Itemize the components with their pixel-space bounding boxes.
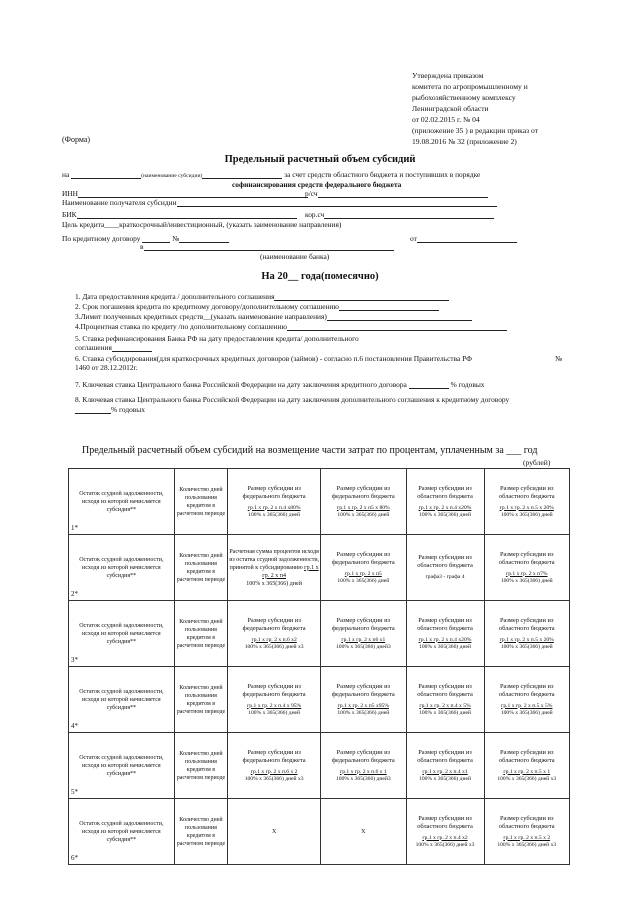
days-cell: Количество дней пользования кредитом в расчетном периоде bbox=[174, 667, 227, 733]
interest-cell bbox=[228, 535, 321, 601]
section-title: Предельный расчетный объем субсидий на возмещение части затрат по процентам, уплаченным за ___ год bbox=[82, 445, 538, 456]
contract-label: По кредитному договору bbox=[62, 234, 141, 243]
bik-label: БИК bbox=[62, 210, 77, 219]
blank-line bbox=[287, 322, 507, 331]
federal-cell bbox=[321, 667, 406, 733]
regional-cell bbox=[406, 469, 484, 535]
subsidy-table bbox=[68, 468, 570, 865]
days-cell: Количество дней пользования кредитом в расчетном периоде bbox=[174, 535, 227, 601]
formula-numerator: гр.1 х гр. 2 х п.4 х 95% bbox=[247, 702, 302, 709]
cell-header: Размер субсидии из федерального бюджета bbox=[242, 616, 306, 632]
formula-denominator: 100% х 365(366) дней bbox=[248, 511, 301, 518]
cell-header: Размер субсидии из областного бюджета bbox=[498, 814, 555, 830]
formula-denominator: 100% х 365(366) дней3 bbox=[335, 775, 391, 782]
blank-line bbox=[71, 170, 141, 179]
row-number: 4* bbox=[71, 722, 78, 730]
corr-account-line bbox=[305, 210, 494, 219]
formula-numerator: гр.1 х гр. 2 х п.5 х 2 bbox=[503, 834, 551, 841]
regional-cell bbox=[484, 799, 570, 865]
blank-line bbox=[318, 189, 488, 198]
row-number: 3* bbox=[71, 656, 78, 664]
bik-line bbox=[62, 210, 297, 219]
balance-label: Остаток ссудной задолженности, исходя из которой начисляется субсидия** bbox=[79, 556, 164, 579]
formula-numerator: гр.1 х гр. 2 х п.4 х2 bbox=[422, 834, 468, 841]
item-6: 6. Ставка субсидирования(для краткосрочных кредитных договоров (займов) - согласно п.6 постановления Правительства РФ bbox=[75, 354, 472, 363]
bank-hint: (наименование банка) bbox=[260, 252, 330, 261]
item-text: 1. Дата предоставления кредита / дополнительного соглашения bbox=[75, 292, 275, 301]
subsidy-suffix: за счет средств областного бюджета и поступивших в порядке bbox=[284, 170, 481, 179]
cell-header: Размер субсидии из областного бюджета bbox=[417, 748, 473, 764]
balance-cell bbox=[69, 535, 175, 601]
blank-line bbox=[77, 210, 297, 219]
federal-cell bbox=[321, 469, 406, 535]
regional-cell bbox=[484, 667, 570, 733]
item-text: 7. Ключевая ставка Центрального банка Российской Федерации на дату заключения кредитного договора bbox=[75, 380, 407, 389]
regional-cell bbox=[484, 733, 570, 799]
contract-number-label: № bbox=[172, 234, 180, 243]
table-row bbox=[69, 799, 570, 865]
balance-cell bbox=[69, 667, 175, 733]
account-line bbox=[305, 189, 488, 198]
item-text: 3.Лимит полученных кредитных средств__(указать наименование направления) bbox=[75, 312, 327, 321]
cell-header: Размер субсидии из областного бюджета bbox=[498, 550, 555, 566]
contract-date-label: от bbox=[410, 234, 417, 243]
currency-note: (рублей) bbox=[523, 458, 551, 467]
formula-numerator: гр.1 х гр. 2 х п5 bbox=[344, 570, 382, 577]
cofinancing-line: софинансирования средств федерального бюджета bbox=[232, 180, 402, 189]
approval-line: 19.08.2016 № 32 (приложение 2) bbox=[412, 137, 517, 146]
cell-header: Размер субсидии из федерального бюджета bbox=[242, 484, 306, 500]
item-4 bbox=[75, 322, 507, 331]
balance-label: Остаток ссудной задолженности, исходя из которой начисляется субсидия** bbox=[79, 490, 164, 513]
bank-prefix: в bbox=[140, 242, 144, 251]
item-text: 4.Процентная ставка по кредиту /по дополнительному соглашению bbox=[75, 322, 287, 331]
formula-numerator: гр.1 х гр. 2 х п5 х 80% bbox=[336, 504, 390, 511]
formula-numerator: гр.1 х гр. 2 х п.6 х2 bbox=[251, 636, 297, 643]
federal-cell bbox=[228, 469, 321, 535]
formula-denominator: 100% х 365(366) дней bbox=[500, 643, 553, 650]
cell-header: Размер субсидии из федерального бюджета bbox=[242, 748, 306, 764]
regional-cell bbox=[406, 733, 484, 799]
approval-line: Утверждена приказом bbox=[412, 71, 484, 80]
item-text: 2. Срок погашения кредита по кредитному договору/дополнительному соглашению bbox=[75, 302, 339, 311]
formula-denominator: 100% х 365(366) дней bbox=[337, 709, 390, 716]
federal-cell bbox=[321, 535, 406, 601]
row-number: 5* bbox=[71, 788, 78, 796]
days-cell: Количество дней пользования кредитом в расчетном периоде bbox=[174, 601, 227, 667]
formula-denominator: 100% х 365(366) дней bbox=[246, 580, 302, 587]
blank-line bbox=[144, 242, 394, 251]
formula-numerator: гр.1 х гр. 2 х п.5 х 5% bbox=[501, 702, 553, 709]
cell-header: Размер субсидии из областного бюджета bbox=[417, 814, 473, 830]
regional-cell bbox=[406, 799, 484, 865]
blank-line bbox=[112, 343, 152, 352]
formula-denominator: 100% х 365(366) дней х3 bbox=[415, 841, 475, 848]
purpose-line: Цель кредита____краткосрочный/инвестиционный, (указать заименование направления) bbox=[62, 220, 342, 229]
days-cell: Количество дней пользования кредитом в расчетном периоде bbox=[174, 469, 227, 535]
formula-numerator: гр.1 х гр. 2 х п4 bbox=[262, 564, 319, 579]
item-5-cont bbox=[75, 343, 152, 352]
item-3 bbox=[75, 312, 472, 321]
cell-header: Размер субсидии из областного бюджета bbox=[417, 682, 473, 698]
regional-cell bbox=[406, 667, 484, 733]
approval-line: рыбохозяйственному комплексу bbox=[412, 93, 516, 102]
formula-denominator: 100% х 365(366) дней bbox=[248, 709, 301, 716]
formula-numerator: гр.1 х гр. 2 х п5 х95% bbox=[337, 702, 389, 709]
inn-line bbox=[62, 189, 308, 198]
blank-line bbox=[274, 292, 449, 301]
cell-header: Размер субсидии из областного бюджета bbox=[417, 554, 473, 569]
formula-denominator: 100% х 365(366) дней3 bbox=[335, 643, 391, 650]
federal-cell bbox=[321, 601, 406, 667]
formula-denominator: 100% х 365(366) дней х3 bbox=[244, 775, 304, 782]
cell-header: Размер субсидии из федерального бюджета bbox=[331, 616, 395, 632]
bank-line bbox=[140, 242, 394, 251]
formula-numerator: гр.1 х гр. 2 х п.6 х 2 bbox=[250, 768, 298, 775]
empty-cell-x: Х bbox=[321, 799, 406, 865]
account-label: р/сч bbox=[305, 189, 318, 198]
regional-cell bbox=[484, 469, 570, 535]
formula-denominator: 100% х 365(366) дней х3 bbox=[244, 643, 304, 650]
inn-label: ИНН bbox=[62, 189, 79, 198]
federal-cell bbox=[228, 733, 321, 799]
approval-line: от 02.02.2015 г. № 04 bbox=[412, 115, 480, 124]
approval-line: (приложение 35 ) в редакции приказ от bbox=[412, 126, 539, 135]
formula-denominator: 100% х 365(366) дней х3 bbox=[497, 841, 557, 848]
row-number: 2* bbox=[71, 590, 78, 598]
formula-numerator: гр.1 х гр. 2 х п6 х1 bbox=[341, 636, 386, 643]
formula-denominator: 100% х 365(366) дней bbox=[419, 511, 471, 518]
balance-cell bbox=[69, 601, 175, 667]
blank-line bbox=[409, 380, 449, 389]
blank-line bbox=[78, 189, 308, 198]
table-row bbox=[69, 733, 570, 799]
item-6-number: № bbox=[555, 354, 563, 363]
approval-block bbox=[412, 70, 632, 147]
days-cell: Количество дней пользования кредитом в расчетном периоде bbox=[174, 799, 227, 865]
table-row bbox=[69, 601, 570, 667]
row-number: 1* bbox=[71, 524, 78, 532]
item-text: соглашения bbox=[75, 343, 112, 352]
formula-denominator: 100% х 365(366) дней bbox=[500, 709, 553, 716]
federal-cell bbox=[321, 733, 406, 799]
formula-denominator: 100% х 365(366) дней bbox=[500, 511, 553, 518]
regional-cell bbox=[484, 535, 570, 601]
approval-line: комитета по агропромышленному и bbox=[412, 82, 528, 91]
cell-header: Размер субсидии из областного бюджета bbox=[498, 748, 555, 764]
formula-numerator: гр.1 х гр. 2 х п.4 х 5% bbox=[419, 702, 471, 709]
formula-numerator: гр.1 х гр. 2 х п.4 х80% bbox=[247, 504, 301, 511]
cell-header: Размер субсидии из федерального бюджета bbox=[242, 682, 306, 698]
item-unit: % годовых bbox=[450, 380, 485, 389]
cell-header: Размер субсидии из федерального бюджета bbox=[331, 748, 395, 764]
blank-line bbox=[177, 198, 497, 207]
blank-line bbox=[327, 312, 472, 321]
days-cell: Количество дней пользования кредитом в расчетном периоде bbox=[174, 733, 227, 799]
formula-denominator: 100% х 365(366) дней bbox=[419, 643, 471, 650]
regional-cell bbox=[406, 535, 484, 601]
formula-denominator: 100% х 365(366) дней bbox=[419, 775, 471, 782]
contract-date-line bbox=[410, 234, 517, 243]
balance-label: Остаток ссудной задолженности, исходя из которой начисляется субсидия** bbox=[79, 622, 164, 645]
federal-cell bbox=[228, 601, 321, 667]
table-row bbox=[69, 667, 570, 733]
cell-header: Размер субсидии из областного бюджета bbox=[498, 682, 555, 698]
cell-header: Размер субсидии из федерального бюджета bbox=[331, 484, 395, 500]
formula-numerator: гр.1 х гр. 2 х п.5 х 20% bbox=[499, 636, 554, 643]
balance-label: Остаток ссудной задолженности, исходя из которой начисляется субсидия** bbox=[79, 754, 164, 777]
formula-denominator: 100% х 365(366) дней bbox=[337, 511, 390, 518]
blank-line bbox=[202, 170, 282, 179]
cell-header: Расчетная сумма процентов исходя из остатка ссудной задолженности, принятой к субсидированию bbox=[229, 548, 320, 571]
subsidy-prefix: на bbox=[62, 170, 70, 179]
balance-label: Остаток ссудной задолженности, исходя из которой начисляется субсидия** bbox=[79, 820, 164, 843]
cell-header: Размер субсидии из федерального бюджета bbox=[331, 550, 395, 566]
item-8-cont bbox=[75, 405, 145, 414]
approval-line: Ленинградской области bbox=[412, 104, 489, 113]
balance-cell bbox=[69, 469, 175, 535]
form-label: (Форма) bbox=[62, 135, 91, 144]
item-6-cont: 1460 от 28.12.2012г. bbox=[75, 363, 138, 372]
formula-numerator: гр.1 х гр. 2 х п7% bbox=[505, 570, 548, 577]
cell-header: Размер субсидии из областного бюджета bbox=[498, 484, 555, 500]
item-unit: % годовых bbox=[111, 405, 145, 414]
item-2 bbox=[75, 302, 439, 311]
cell-header: Размер субсидии из областного бюджета bbox=[417, 484, 473, 500]
formula-denominator: 100% х 365(366) дней bbox=[419, 709, 471, 716]
cell-header: Размер субсидии из областного бюджета bbox=[498, 616, 555, 632]
balance-label: Остаток ссудной задолженности, исходя из которой начисляется субсидия** bbox=[79, 688, 164, 711]
blank-line bbox=[417, 234, 517, 243]
cell-header: Размер субсидии из федерального бюджета bbox=[331, 682, 395, 698]
subsidy-line bbox=[62, 170, 480, 179]
formula-denominator: 100% х 365(366) дней х3 bbox=[497, 775, 557, 782]
formula-numerator: гр.1 х гр. 2 х п.6 х 1 bbox=[339, 768, 387, 775]
corr-account-label: кор.сч bbox=[305, 210, 325, 219]
recipient-label: Наименование получателя субсидии bbox=[62, 198, 177, 207]
table-row bbox=[69, 535, 570, 601]
formula-numerator: гр.1 х гр. 2 х п.4 х1 bbox=[422, 768, 468, 775]
cell-header: Размер субсидии из областного бюджета bbox=[417, 616, 473, 632]
page-title: Предельный расчетный объем субсидий bbox=[224, 154, 416, 165]
item-1 bbox=[75, 292, 449, 301]
year-title: На 20__ года(помесячно) bbox=[261, 271, 379, 282]
blank-line bbox=[75, 405, 111, 414]
regional-cell bbox=[484, 601, 570, 667]
balance-cell bbox=[69, 733, 175, 799]
empty-cell-x: Х bbox=[228, 799, 321, 865]
item-7 bbox=[75, 380, 485, 389]
formula-numerator: гр.1 х гр. 2 х п.5 х 1 bbox=[503, 768, 551, 775]
subsidy-hint: (наименование субсидии) bbox=[141, 173, 203, 179]
item-5: 5. Ставка рефинансирования Банка РФ на дату предоставления кредита/ дополнительного bbox=[75, 334, 359, 343]
table-row bbox=[69, 469, 570, 535]
row-number: 6* bbox=[71, 854, 78, 862]
federal-cell bbox=[228, 667, 321, 733]
formula-numerator: гр.1 х гр. 2 х п.4 х20% bbox=[418, 636, 472, 643]
balance-cell bbox=[69, 799, 175, 865]
recipient-line bbox=[62, 198, 497, 207]
formula-denominator: 100% х 365(366) дней bbox=[500, 577, 553, 584]
formula-numerator: гр.1 х гр. 2 х п.4 х20% bbox=[418, 504, 472, 511]
blank-line bbox=[324, 210, 494, 219]
blank-line bbox=[339, 302, 439, 311]
formula-numerator: гр.1 х гр. 2 х п.5 х 20% bbox=[499, 504, 554, 511]
formula-text: графа3 - графа 4 bbox=[425, 574, 465, 580]
item-8: 8. Ключевая ставка Центрального банка Российской Федерации на дату заключения дополнительного соглашения к кредитному договору bbox=[75, 395, 510, 404]
regional-cell bbox=[406, 601, 484, 667]
formula-denominator: 100% х 365(366) дней bbox=[337, 577, 390, 584]
